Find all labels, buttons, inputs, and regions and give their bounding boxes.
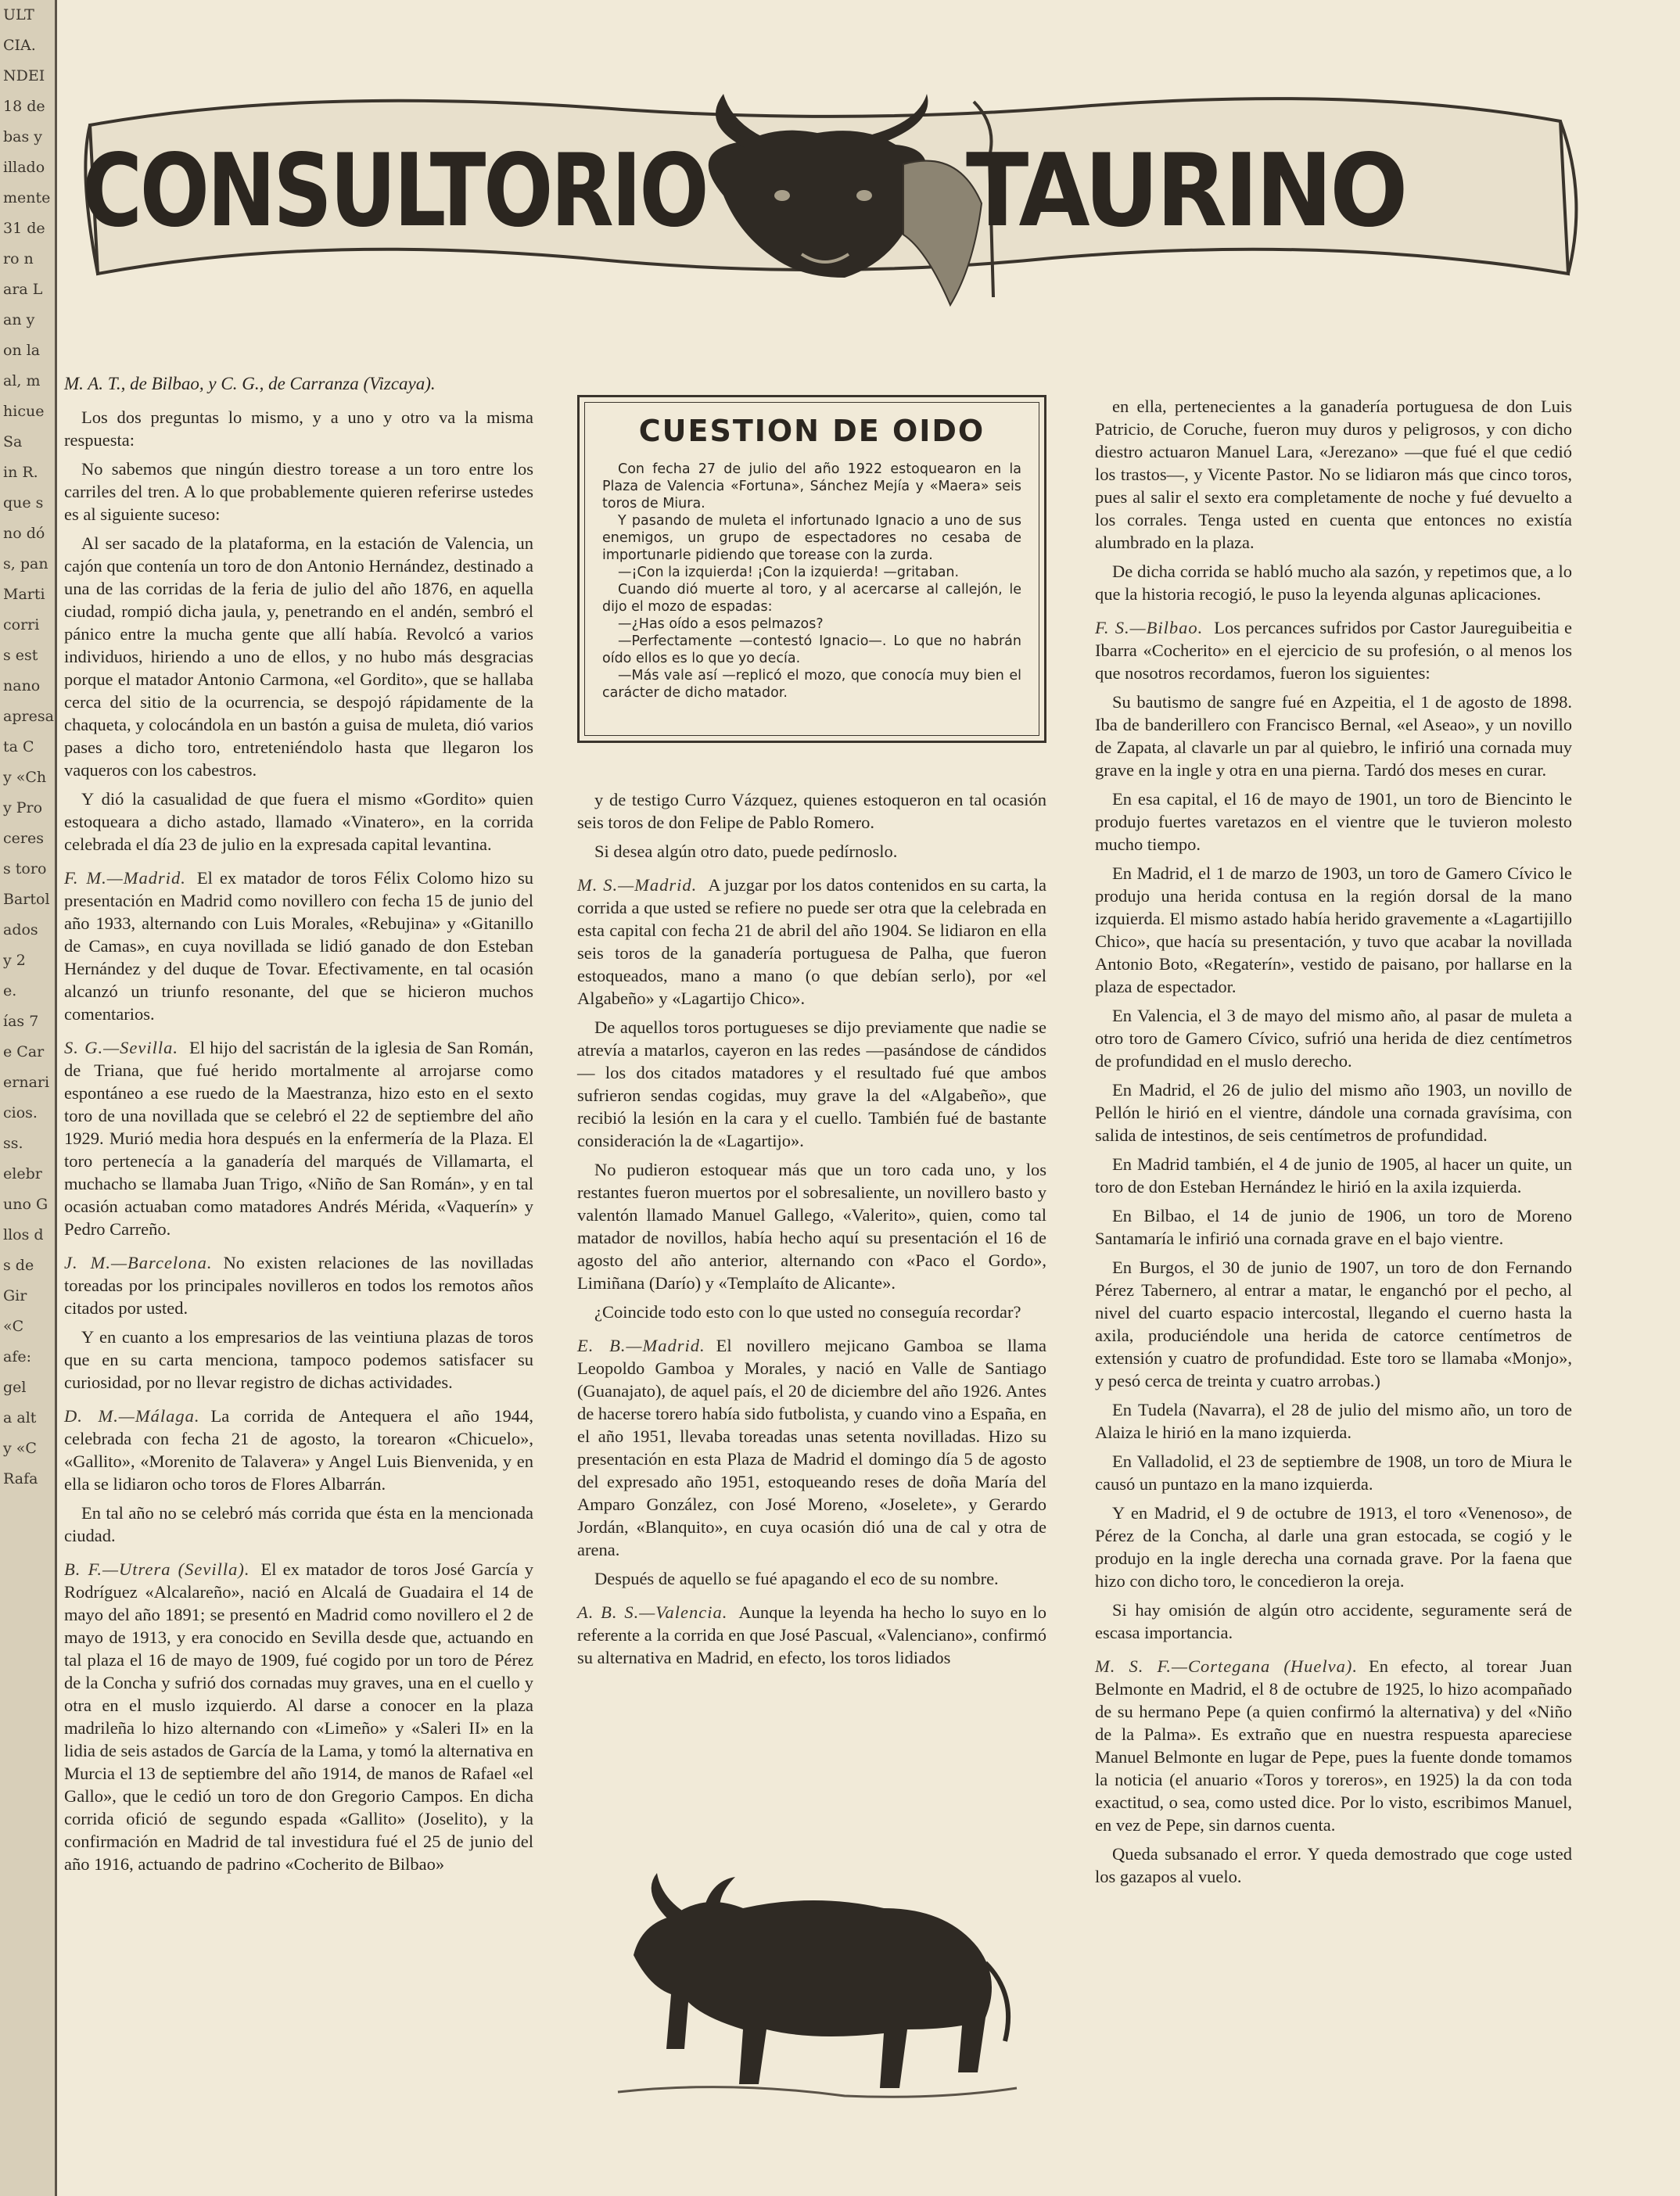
adjacent-page-strip (0, 0, 57, 2196)
paragraph-text: Y en Madrid, el 9 de octubre de 1913, el toro «Venenoso», de Pérez de la Concha, al darle una gran estocada, se cogió y le produjo en la ingle derecha una cornada grave. Por la faena que hizo con dicho toro, le concedieron la oreja. (1095, 1503, 1572, 1591)
column-middle (577, 788, 1046, 1675)
bull-illustration (610, 1861, 1025, 2104)
query-heading: J. M.—Barcelona. (64, 1253, 213, 1272)
paragraph-text: De dicha corrida se habló mucho ala sazón, y repetimos que, a lo que la historia recogió, le puso la leyenda algunas aplicaciones. (1095, 562, 1572, 604)
paragraph (1095, 1204, 1572, 1250)
paragraph (1095, 862, 1572, 998)
paragraph-text: En Valladolid, el 23 de septiembre de 1908, un toro de Miura le causó un puntazo en la mano izquierda. (1095, 1451, 1572, 1494)
paragraph-text: En Madrid, el 1 de marzo de 1903, un toro de Gamero Cívico le produjo una herida contusa en la región dorsal de la mano izquierda. El mismo astado había herido gravemente a «Lagartijillo Chico», que hacía su presentación, y tuvo que acabar la novillada Antonio Boto, «Regaterín», vestido de paisano, por hallarse en la plaza de espectador. (1095, 863, 1572, 996)
header-banner (74, 78, 1584, 313)
query-heading: B. F.—Utrera (Sevilla). (64, 1559, 250, 1579)
paragraph (577, 874, 1046, 1010)
paragraph (577, 1334, 1046, 1561)
paragraph (64, 867, 533, 1025)
paragraph-text: Y en cuanto a los empresarios de las veintiuna plazas de toros que en su carta menciona, tampoco podemos satisfacer su curiosidad, por no llevar registro de dichas actividades. (64, 1327, 533, 1392)
paragraph-text: En tal año no se celebró más corrida que ésta en la mencionada ciudad. (64, 1503, 533, 1545)
paragraph-text: En Valencia, el 3 de mayo del mismo año, al pasar de muleta a otro toro de Gamero Cívico, sufrió una herida de diez centímetros de profundidad en el muslo derecho. (1095, 1006, 1572, 1071)
paragraph (1095, 1450, 1572, 1495)
paragraph (64, 1326, 533, 1394)
charging-bull-icon (610, 1861, 1025, 2104)
gutter-fragment: ceres (3, 830, 44, 847)
paragraph-text: El ex matador de toros José García y Rodríguez «Alcalareño», nació en Alcalá de Guadaira el 14 de mayo del año 1891; se presentó en Madrid como novillero el 2 de mayo de 1913, y era conocido en Sevilla desde que, actuando en tal plaza el 16 de mayo de 1909, fué cogido por un toro de Pérez de la Concha y sufrió dos cornadas muy graves, una en el cuello y otra en el muslo izquierdo. Al darse a conocer en la plaza madrileña lo hizo alternando con «Limeño» y «Saleri II» en la lidia de seis astados de García de la Lama, y tomó la alternativa en Murcia el 13 de septiembre del año 1914, de manos de Rafael «el Gallo», que le cedió un toro de don Gregorio Campos. En dicha corrida ofició de segundo espada «Gallito» (Joselito), y la confirmación en Madrid de tal investidura fué el 25 de junio del año 1916, actuando de padrino «Cocherito de Bilbao» (64, 1559, 533, 1874)
gutter-fragment: e Car (3, 1043, 45, 1060)
gutter-fragment: Sa (3, 433, 23, 450)
gutter-fragment: llos d (3, 1226, 44, 1243)
gutter-fragment: que s (3, 494, 44, 511)
paragraph-text: A juzgar por los datos contenidos en su carta, la corrida a que usted se refiere no puede ser otra que la celebrada en esta capital con fecha 21 de abril del año 1904. Se lidiaron en ella seis toros de la ganadería portuguesa de Palha, que fueron estoqueados, mano a mano (o que debían serlo), por «el Algabeño» y «Lagartijo Chico». (577, 875, 1046, 1008)
gutter-fragment: ías 7 (3, 1013, 39, 1030)
paragraph (1095, 616, 1572, 684)
paragraph-text: De aquellos toros portugueses se dijo previamente que nadie se atrevía a matarlos, cayeron en las redes —pasándose de cándidos— los dos citados matadores y el resultado fué que ambos sufrieron sendas cogidas, muy grave la del «Algabeño», que recibió la lesión en la cara y el cuello. También fué de bastante consideración la de «Lagartijo». (577, 1017, 1046, 1150)
query-heading: F. S.—Bilbao. (1095, 618, 1204, 637)
paragraph-text: Después de aquello se fué apagando el eco de su nombre. (594, 1569, 999, 1588)
gutter-fragment: ta C (3, 738, 34, 755)
box-paragraph: —¡Con la izquierda! ¡Con la izquierda! —gritaban. (618, 565, 960, 580)
paragraph (577, 1601, 1046, 1669)
paragraph (577, 1016, 1046, 1152)
paragraph (1095, 560, 1572, 605)
gutter-fragment: 31 de (3, 220, 45, 237)
paragraph (64, 1502, 533, 1547)
gutter-fragment: Bartol (3, 891, 50, 908)
sidebar-box (577, 395, 1046, 743)
gutter-fragment: ernari (3, 1074, 50, 1091)
paragraph-text: En Tudela (Navarra), el 28 de julio del mismo año, un toro de Alaiza le hirió en la mano izquierda. (1095, 1400, 1572, 1442)
gutter-fragment: «C (3, 1318, 24, 1335)
gutter-fragment: elebr (3, 1165, 42, 1182)
gutter-fragment: afe: (3, 1348, 32, 1365)
gutter-fragment: cios. (3, 1104, 38, 1121)
paragraph (1095, 1004, 1572, 1072)
paragraph-text: No sabemos que ningún diestro torease a un toro entre los carriles del tren. A lo que probablemente quieren referirse ustedes es al siguiente suceso: (64, 459, 533, 524)
column-right (1095, 395, 1572, 1894)
query-heading: M. S.—Madrid. (577, 875, 698, 895)
paragraph-text: La corrida de Antequera el año 1944, celebrada con fecha 21 de agosto, la torearon «Chicuelo», «Gallito», «Morenito de Talavera» y Angel Luis Bienvenida, y en ella se lidiaron ocho toros de Flores Albarrán. (64, 1406, 533, 1494)
paragraph-text: El hijo del sacristán de la iglesia de San Román, de Triana, que fué herido mortalmente al arrojarse como espontáneo a ese ruedo de la Maestranza, hizo esto en el sexto toro de una novillada que se celebró el 22 de septiembre del año 1929. Murió media hora después en la enfermería de la Plaza. El toro pertenecía a la ganadería del marqués de Villamarta, el muchacho se llamaba Juan Trigo, «Niño de San Román», y en tal ocasión actuaban como matadores Andrés Mérida, «Vaquerín» y Pedro Carreño. (64, 1038, 533, 1239)
gutter-fragment: CIA. (3, 37, 36, 54)
paragraph-text: En esa capital, el 16 de mayo de 1901, un toro de Biencinto le produjo fuertes varetazos en el vientre que le tuvieron molesto mucho tiempo. (1095, 789, 1572, 854)
paragraph-text: No pudieron estoquear más que un toro cada uno, y los restantes fueron muertos por el sobresaliente, un novillero basto y valentón llamado Manuel Gallego, «Valerito», quien, como tal matador de novillos, había hecho aquí su presentación el 16 de agosto del año anterior, alternando con «Paco el Gordo», Limiñana (Darío) y «Templaíto de Alicante». (577, 1160, 1046, 1293)
gutter-fragment: y Pro (3, 799, 43, 816)
title-right: TAURINO (966, 133, 1405, 249)
paragraph-text: en ella, pertenecientes a la ganadería portuguesa de don Luis Patricio, de Coruche, fueron muy duros y peligrosos, y con dicho diestro actuaron Manuel Lara, «Jerezano» —que fué el que cedió los trastos—, y Vicente Pastor. No se lidiaron más que cinco toros, pues al salir el sexto era completamente de noche y fué devuelto a los corrales. Tenga usted en cuenta que entonces no existía alumbrado en la plaza. (1095, 396, 1572, 552)
paragraph-text: Los percances sufridos por Castor Jaureguibeitia e Ibarra «Cocherito» en el ejercicio de su profesión, o al menos los que nosotros recordamos, fueron los siguientes: (1095, 618, 1572, 683)
gutter-fragment: NDEI (3, 67, 45, 84)
paragraph (1095, 1655, 1572, 1836)
query-heading: E. B.—Madrid. (577, 1336, 705, 1355)
gutter-fragment: ro n (3, 250, 34, 267)
paragraph-text: Si desea algún otro dato, puede pedírnoslo. (594, 841, 898, 861)
paragraph (64, 406, 533, 451)
paragraph-text: En Madrid, el 26 de julio del mismo año 1903, un novillo de Pellón le hirió en el vientre, dándole una cornada gravísima, con salida de intestinos, de seis centímetros de profundidad. (1095, 1080, 1572, 1145)
paragraph-text: En Bilbao, el 14 de junio de 1906, un toro de Moreno Santamaría le infirió una cornada grave en el bajo vientre. (1095, 1206, 1572, 1248)
gutter-fragment: in R. (3, 464, 38, 481)
gutter-fragment: ss. (3, 1135, 23, 1152)
paragraph-text: Los dos preguntas lo mismo, y a uno y otro va la misma respuesta: (64, 407, 533, 450)
gutter-fragment: uno G (3, 1196, 48, 1213)
box-paragraph: —¿Has oído a esos pelmazos? (618, 616, 824, 632)
gutter-fragment: y 2 (3, 952, 26, 969)
paragraph (64, 788, 533, 856)
paragraph-text: No existen relaciones de las novilladas toreadas por los principales novilleros en todos los remotos años citados por usted. (64, 1253, 533, 1318)
paragraph (1095, 1256, 1572, 1392)
gutter-fragment: al, m (3, 372, 41, 389)
gutter-fragment: apresa (3, 708, 54, 725)
gutter-fragment: s, pan (3, 555, 48, 572)
box-paragraph: Con fecha 27 de julio del año 1922 estoquearon en la Plaza de Valencia «Fortuna», Sánchez Mejía y «Maera» seis toros de Miura. (602, 461, 1021, 511)
paragraph (64, 458, 533, 526)
gutter-fragment: an y (3, 311, 35, 328)
gutter-fragment: no dó (3, 525, 45, 542)
paragraph (1095, 1078, 1572, 1146)
gutter-fragment: ados (3, 921, 38, 938)
gutter-fragment: on la (3, 342, 41, 359)
paragraph (1095, 1843, 1572, 1888)
paragraph (64, 532, 533, 781)
gutter-fragment: Rafa (3, 1470, 38, 1487)
gutter-fragment: e. (3, 982, 17, 999)
paragraph (577, 840, 1046, 863)
gutter-fragment: ara L (3, 281, 43, 298)
query-heading: F. M.—Madrid. (64, 868, 186, 888)
gutter-fragment: Gir (3, 1287, 27, 1304)
paragraph (64, 1405, 533, 1495)
title-left: CONSULTORIO (82, 133, 707, 249)
paragraph-text: ¿Coincide todo esto con lo que usted no conseguía recordar? (594, 1302, 1021, 1322)
paragraph (1095, 691, 1572, 781)
box-paragraph: Y pasando de muleta el infortunado Ignacio a uno de sus enemigos, un grupo de espectadores no cesaba de importunarle pidiendo que torease con la zurda. (602, 513, 1021, 563)
paragraph (1095, 1153, 1572, 1198)
paragraph (577, 1567, 1046, 1590)
box-paragraph: —Perfectamente —contestó Ignacio—. Lo que no habrán oído ellos es lo que yo decía. (602, 633, 1021, 666)
gutter-fragment: s toro (3, 860, 47, 877)
gutter-fragment: s est (3, 647, 38, 664)
gutter-fragment: y «C (3, 1440, 37, 1457)
gutter-fragment: a alt (3, 1409, 37, 1426)
gutter-fragment: gel (3, 1379, 27, 1396)
paragraph (1095, 1398, 1572, 1444)
gutter-fragment: hicue (3, 403, 45, 420)
paragraph (1095, 395, 1572, 554)
paragraph-text: En Madrid también, el 4 de junio de 1905, al hacer un quite, un toro de don Esteban Hernández le hirió en la axila izquierda. (1095, 1154, 1572, 1197)
gutter-fragment: bas y (3, 128, 43, 145)
column-left (64, 368, 533, 1882)
paragraph-text: En efecto, al torear Juan Belmonte en Madrid, el 8 de octubre de 1925, lo hizo acompañado de su hermano Pepe (a quien confirmó la alternativa) y del «Niño de la Palma». Es extraño que en nuestra respuesta apareciese Manuel Belmonte en lugar de Pepe, pues la fuente donde tomamos la noticia (el anuario «Toros y toreros», en 1925) la da con toda exactitud, o sea, como usted dice. Por lo visto, escribimos Manuel, en vez de Pepe, sin darnos cuenta. (1095, 1656, 1572, 1835)
box-paragraph: Cuando dió muerte al toro, y al acercarse al callejón, le dijo el mozo de espadas: (602, 582, 1021, 615)
paragraph (64, 1558, 533, 1875)
paragraph-text: Al ser sacado de la plataforma, en la estación de Valencia, un cajón que contenía un toro de don Antonio Hernández, destinado a una de las corridas de la feria de julio del año 1876, en aquella ciudad, rompió dicha jaula, y, penetrando en el andén, sembró el pánico entre la mucha gente que allí había. Revolcó a varios individuos, hiriendo a uno de ellos, y no hubo más desgracias porque el matador Antonio Carmona, «el Gordito», que se hallaba cerca del sitio de la ocurrencia, se despojó rápidamente de la chaqueta, y colocándola en un bastón a guisa de muleta, dió varios pases a dicho toro, entreteniéndolo hasta que llegaron los vaqueros con los cabestros. (64, 533, 533, 780)
gutter-fragment: 18 de (3, 98, 45, 115)
paragraph (1095, 788, 1572, 856)
paragraph (64, 1036, 533, 1240)
box-paragraph: —Más vale así —replicó el mozo, que conocía muy bien el carácter de dicho matador. (602, 668, 1021, 701)
paragraph-text: En Burgos, el 30 de junio de 1907, un toro de don Fernando Pérez Tabernero, al entrar a matar, le enganchó por el pecho, al nivel del cuarto espacio intercostal, llegando el cuerno hasta la axila, produciéndole una herida de catorce centímetros de extensión y cuatro de profundidad. Este toro se llamaba «Monjo», y pesó cerca de treinta y cuatro arrobas.) (1095, 1258, 1572, 1390)
paragraph (577, 1158, 1046, 1294)
paragraph (1095, 1502, 1572, 1592)
query-heading: S. G.—Sevilla. (64, 1038, 178, 1057)
paragraph-text: Si hay omisión de algún otro accidente, seguramente será de escasa importancia. (1095, 1600, 1572, 1642)
paragraph (64, 1251, 533, 1319)
gutter-fragment: Marti (3, 586, 45, 603)
query-heading: M. A. T., de Bilbao, y C. G., de Carranza (Vizcaya). (64, 374, 436, 393)
box-title: CUESTION DE OIDO (638, 414, 985, 448)
gutter-fragment: corri (3, 616, 40, 633)
paragraph-text: y de testigo Curro Vázquez, quienes estoqueron en tal ocasión seis toros de don Felipe de Pablo Romero. (577, 790, 1046, 832)
query-heading: D. M.—Málaga. (64, 1406, 200, 1426)
paragraph-text: Queda subsanado el error. Y queda demostrado que coge usted los gazapos al vuelo. (1095, 1844, 1572, 1886)
gutter-fragment: s de (3, 1257, 34, 1274)
gutter-fragment: ULT (3, 6, 34, 23)
paragraph-text: Su bautismo de sangre fué en Azpeitia, el 1 de agosto de 1898. Iba de banderillero con Francisco Bernal, «el Aseao», y un novillo de Zapata, al clavarle un par al quiebro, le infirió una cornada muy grave en la ingle y otra en una pierna. Tardó dos meses en curar. (1095, 692, 1572, 780)
gutter-fragment: y «Ch (3, 769, 47, 786)
gutter-fragment: mente (3, 189, 51, 206)
query-heading: M. S. F.—Cortegana (Huelva). (1095, 1656, 1358, 1676)
paragraph-text: El novillero mejicano Gamboa se llama Leopoldo Gamboa y Morales, y nació en Valle de Santiago (Guanajato), de aquel país, el 20 de diciembre del año 1926. Antes de hacerse torero había sido futbolista, y cuando vino a España, en el año 1951, llevaba toreadas unas setenta novilladas. Hizo su presentación en esta Plaza de Madrid el domingo día 5 de agosto del expresado año 1951, estoqueando reses de doña María del Amparo González, con José Moreno, «Joselete», y Gerardo Jordán, «Blanquito», en cuya ocasión dió una de cal y otra de arena. (577, 1336, 1046, 1559)
paragraph (1095, 1599, 1572, 1644)
gutter-fragment: nano (3, 677, 41, 694)
gutter-fragment: illado (3, 159, 45, 176)
paragraph-text: El ex matador de toros Félix Colomo hizo su presentación en Madrid como novillero con fecha 15 de junio del año 1933, alternando con Luis Morales, «Rebujina» y «Gitanillo de Camas», en cuya novillada se lidió ganado de don Esteban Hernández y del duque de Tovar. Efectivamente, en tal ocasión alcanzó un triunfo resonante, del que se hicieron muchos comentarios. (64, 868, 534, 1024)
paragraph (577, 1301, 1046, 1323)
paragraph-text: Y dió la casualidad de que fuera el mismo «Gordito» quien estoqueara a dicho astado, llamado «Vinatero», en la corrida celebrada el día 23 de julio en la expresada capital levantina. (64, 789, 533, 854)
paragraph (577, 788, 1046, 834)
query-heading: A. B. S.—Valencia. (577, 1602, 728, 1622)
paragraph-text: Aunque la leyenda ha hecho lo suyo en lo referente a la corrida en que José Pascual, «Valenciano», confirmó su alternativa en Madrid, en efecto, los toros lidiados (577, 1602, 1046, 1667)
